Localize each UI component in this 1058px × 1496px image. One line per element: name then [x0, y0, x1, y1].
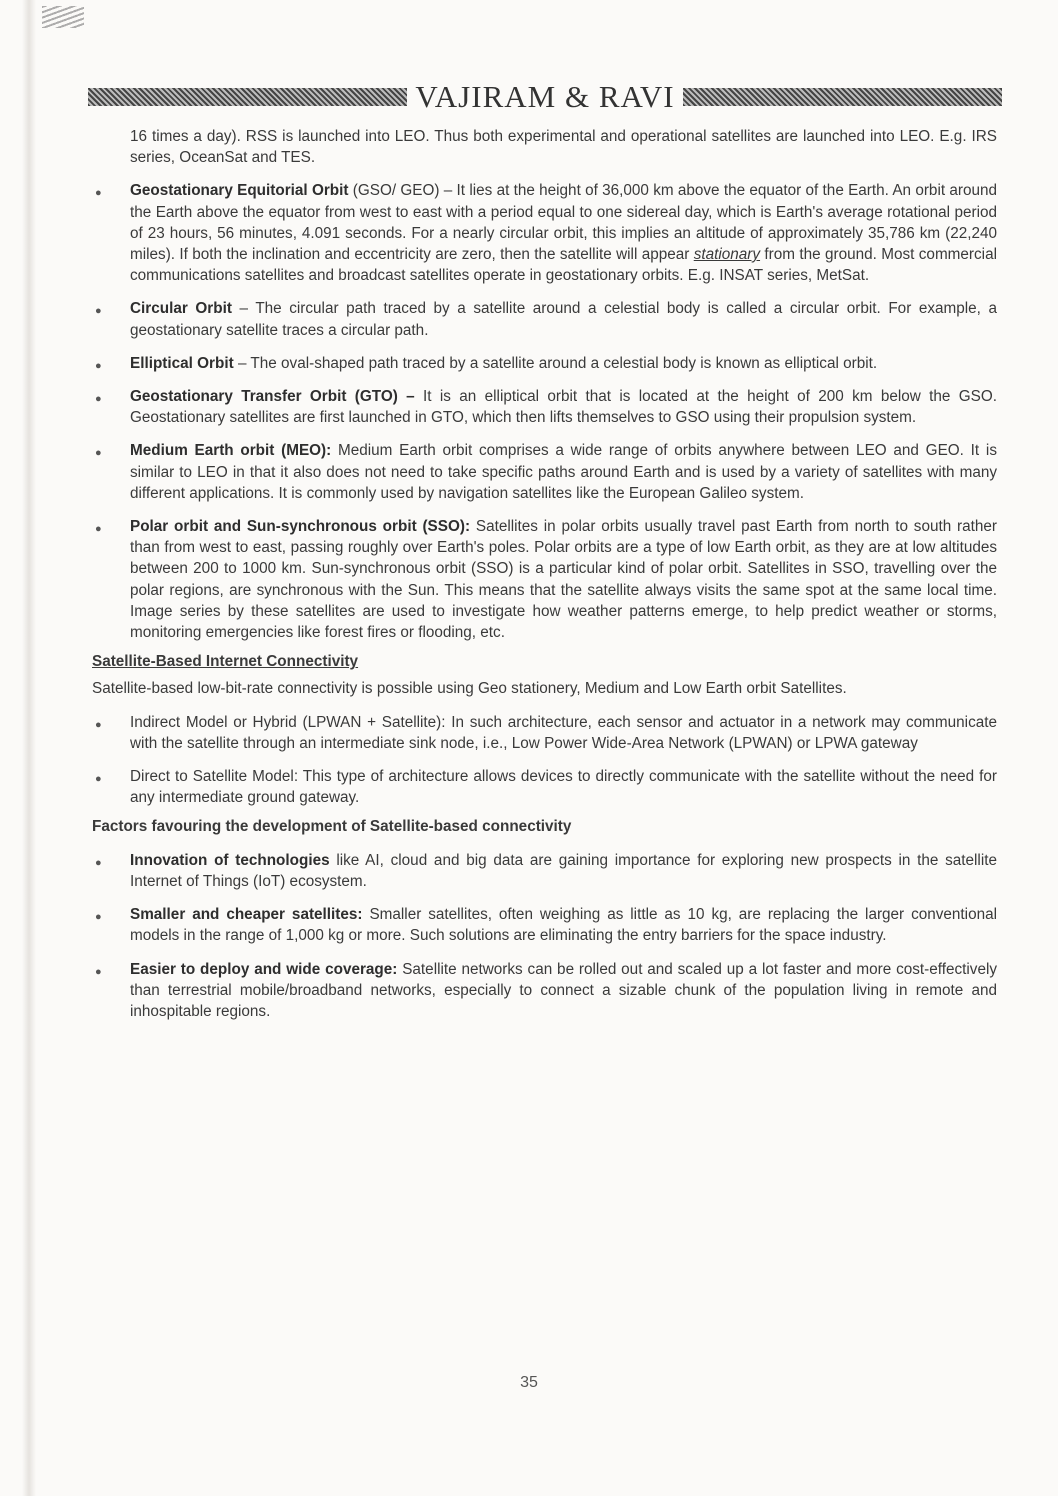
orbit-term: Circular Orbit: [130, 300, 232, 318]
orbit-item: [92, 180, 997, 286]
brand-title: VAJIRAM & RAVI: [415, 79, 675, 114]
model-text: Indirect Model or Hybrid (LPWAN + Satellite): In such architecture, each sensor and actuator in a network may communicate with the satellite through an intermediate sink node, i.e., Low Power Wide-Area Network (LPWAN) or LPWA gateway: [130, 713, 997, 752]
model-item: [92, 766, 997, 808]
bullet-icon: ●: [95, 911, 102, 924]
page-number: 35: [520, 1374, 538, 1391]
factor-item: [92, 850, 997, 892]
bullet-icon: ●: [95, 359, 102, 372]
scan-corner-mark: [42, 6, 84, 28]
bullet-icon: ●: [95, 305, 102, 318]
bullet-icon: ●: [95, 187, 102, 200]
bullet-icon: ●: [95, 393, 102, 406]
factor-term: Innovation of technologies: [130, 851, 330, 869]
header-bar-right: [683, 88, 1002, 106]
section-intro: Satellite-based low-bit-rate connectivity is possible using Geo stationery, Medium and Low Earth orbit Satellites.: [92, 680, 847, 698]
model-item: [92, 712, 997, 754]
orbit-item: [92, 353, 997, 374]
factor-item: [92, 959, 997, 1023]
orbit-text: It is an elliptical orbit that is located at the height of 200 km below the GSO. Geostationary satellites are first launched in GTO, which then lifts themselves to GSO using their propulsion system.: [130, 388, 997, 427]
bullet-icon: ●: [95, 523, 102, 536]
factor-text: Satellite networks can be rolled out and scaled up a lot faster and more cost-effectively than terrestrial mobile/broadband networks, especially to connect a sizable chunk of the population living in remote and inhospitable regions.: [130, 960, 997, 1020]
factor-text: like AI, cloud and big data are gaining importance for exploring new prospects in the satellite Internet of Things (IoT) ecosystem.: [130, 851, 997, 890]
header-bar-left: [88, 88, 407, 106]
factor-item: [92, 904, 997, 946]
orbit-item: [92, 516, 997, 643]
binding-shadow: [22, 0, 36, 1496]
factor-text: Smaller satellites, often weighing as little as 10 kg, are replacing the larger conventional models in the range of 1,000 kg or more. Such solutions are eliminating the entry barriers for the space industry.: [130, 906, 997, 945]
orbit-term: Elliptical Orbit: [130, 354, 234, 372]
section-heading-factors: Factors favouring the development of Satellite-based connectivity: [92, 818, 572, 836]
orbit-item: [92, 440, 997, 504]
section-heading-connectivity: Satellite-Based Internet Connectivity: [92, 653, 359, 671]
orbit-term: Medium Earth orbit (MEO):: [130, 442, 332, 460]
factor-term: Smaller and cheaper satellites:: [130, 906, 363, 924]
orbit-text: Medium Earth orbit comprises a wide range of orbits anywhere between LEO and GEO. It is similar to LEO in that it also does not need to take specific paths around Earth and is used by a variety of satellites with many different applications. It is commonly used by navigation satellites like the European Galileo system.: [130, 442, 997, 502]
intro-paragraph: 16 times a day). RSS is launched into LEO. Thus both experimental and operational satellites are launched into LEO. E.g. IRS series, OceanSat and TES.: [130, 128, 997, 167]
emphasis-word: stationary: [693, 246, 761, 264]
page-header: [88, 80, 1002, 114]
bullet-icon: ●: [95, 773, 102, 786]
orbit-text: – The oval-shaped path traced by a satellite around a celestial body is known as elliptical orbit.: [233, 354, 878, 372]
factor-term: Easier to deploy and wide coverage:: [130, 960, 398, 978]
page-content: [92, 126, 997, 1022]
bullet-icon: ●: [95, 856, 102, 869]
orbit-text: (GSO/ GEO) – It lies at the height of 36,000 km above the equator of the Earth. An orbit around the Earth above the equator from west to east with a period equal to one sidereal day, which is Earth's average rotational period of 23 hours, 56 minutes, 4.091 seconds. For a nearly circular orbit, this implies an altitude of approximately 35,786 km (22,240 miles). If both the inclination and eccentricity are zero, then the satellite will appear: [130, 182, 997, 264]
orbit-term: Geostationary Equitorial Orbit: [130, 182, 349, 200]
bullet-icon: ●: [95, 718, 102, 731]
orbit-text-cont: from the ground. Most commercial communications satellites and broadcast satellites operate in geostationary orbits. E.g. INSAT series, MetSat.: [130, 246, 997, 285]
orbit-item: [92, 386, 997, 428]
model-text: Direct to Satellite Model: This type of architecture allows devices to directly communicate with the satellite without the need for any intermediate ground gateway.: [130, 768, 997, 807]
bullet-icon: ●: [95, 965, 102, 978]
orbit-item: [92, 298, 997, 340]
orbit-term: Geostationary Transfer Orbit (GTO) –: [130, 388, 415, 406]
bullet-icon: ●: [95, 447, 102, 460]
orbit-text: Satellites in polar orbits usually travel past Earth from north to south rather than from west to east, passing roughly over Earth's poles. Polar orbits are a type of low Earth orbit, as they are at low altitudes between 200 to 1000 km. Sun-synchronous orbit (SSO) is a particular kind of polar orbit. Satellites in SSO, travelling over the polar regions, are synchronous with the Sun. This means that the satellite always visits the same spot at the same local time. Image series by these satellites are used to investigate how weather patterns emerge, to help predict weather or storms, monitoring emergencies like forest fires or flooding, etc.: [130, 518, 997, 642]
orbit-text: – The circular path traced by a satellite around a celestial body is called a circular orbit. For example, a geostationary satellite traces a circular path.: [130, 300, 998, 339]
orbit-term: Polar orbit and Sun-synchronous orbit (SSO):: [130, 518, 471, 536]
